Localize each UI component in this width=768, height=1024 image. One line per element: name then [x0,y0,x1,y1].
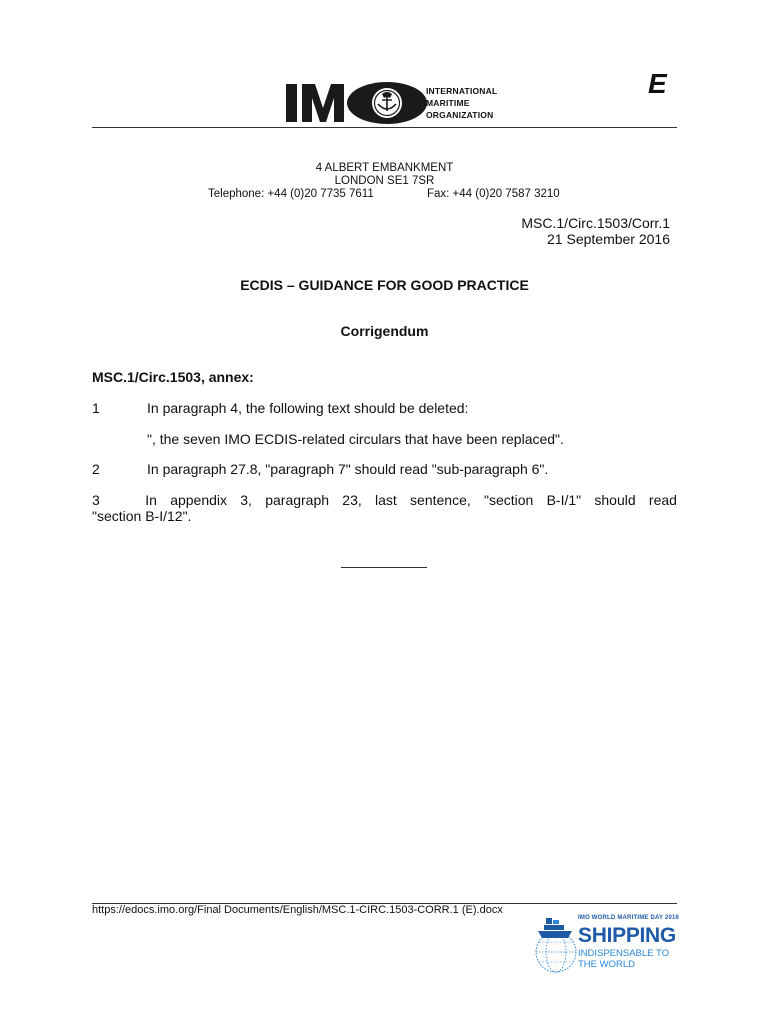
shipping-wordmark: SHIPPING [578,924,676,947]
word: read [648,492,677,508]
word: should [594,492,636,508]
paragraph-text: In paragraph 27.8, "paragraph 7" should read "sub-paragraph 6". [147,461,549,477]
document-date: 21 September 2016 [547,231,670,247]
paragraph-number: 3 [92,492,100,508]
footer-file-path: https://edocs.imo.org/Final Documents/English/MSC.1-CIRC.1503-CORR.1 (E).docx [92,904,503,916]
word: "section [484,492,534,508]
address-block: 4 ALBERT EMBANKMENT LONDON SE1 7SR [315,162,454,187]
fax: Fax: +44 (0)20 7587 3210 [427,188,560,200]
header-divider [92,127,677,128]
document-title: ECDIS – GUIDANCE FOR GOOD PRACTICE [240,277,529,293]
paragraph-quote: ", the seven IMO ECDIS-related circulars that have been replaced". [147,431,564,447]
word: sentence, [410,492,471,508]
annex-heading: MSC.1/Circ.1503, annex: [92,369,254,385]
paragraph-3-line-2: "section B-I/12". [92,508,192,524]
paragraph-number: 2 [92,461,100,477]
word: 23, [342,492,362,508]
telephone: Telephone: +44 (0)20 7735 7611 [208,188,374,200]
end-of-document-rule [341,567,427,568]
campaign-slogan: INDISPENSABLE TO THE WORLD [578,948,669,970]
word: last [375,492,397,508]
document-subtitle: Corrigendum [340,323,429,339]
word: paragraph [265,492,330,508]
world-maritime-day-label: IMO WORLD MARITIME DAY 2016 [578,915,680,921]
paragraph-text: In paragraph 4, the following text should be deleted: [147,400,469,416]
organization-name: INTERNATIONAL MARITIME ORGANIZATION [426,86,498,120]
document-reference [400,215,670,247]
ship-icon [538,918,572,938]
word: B-I/1" [546,492,582,508]
word: 3, [240,492,252,508]
document-symbol: MSC.1/Circ.1503/Corr.1 [521,215,670,231]
paragraph-number: 1 [92,400,100,416]
language-mark: E [648,68,667,99]
paragraph-3-line-1 [92,492,677,508]
word: appendix [170,492,228,508]
word: In [145,492,157,508]
